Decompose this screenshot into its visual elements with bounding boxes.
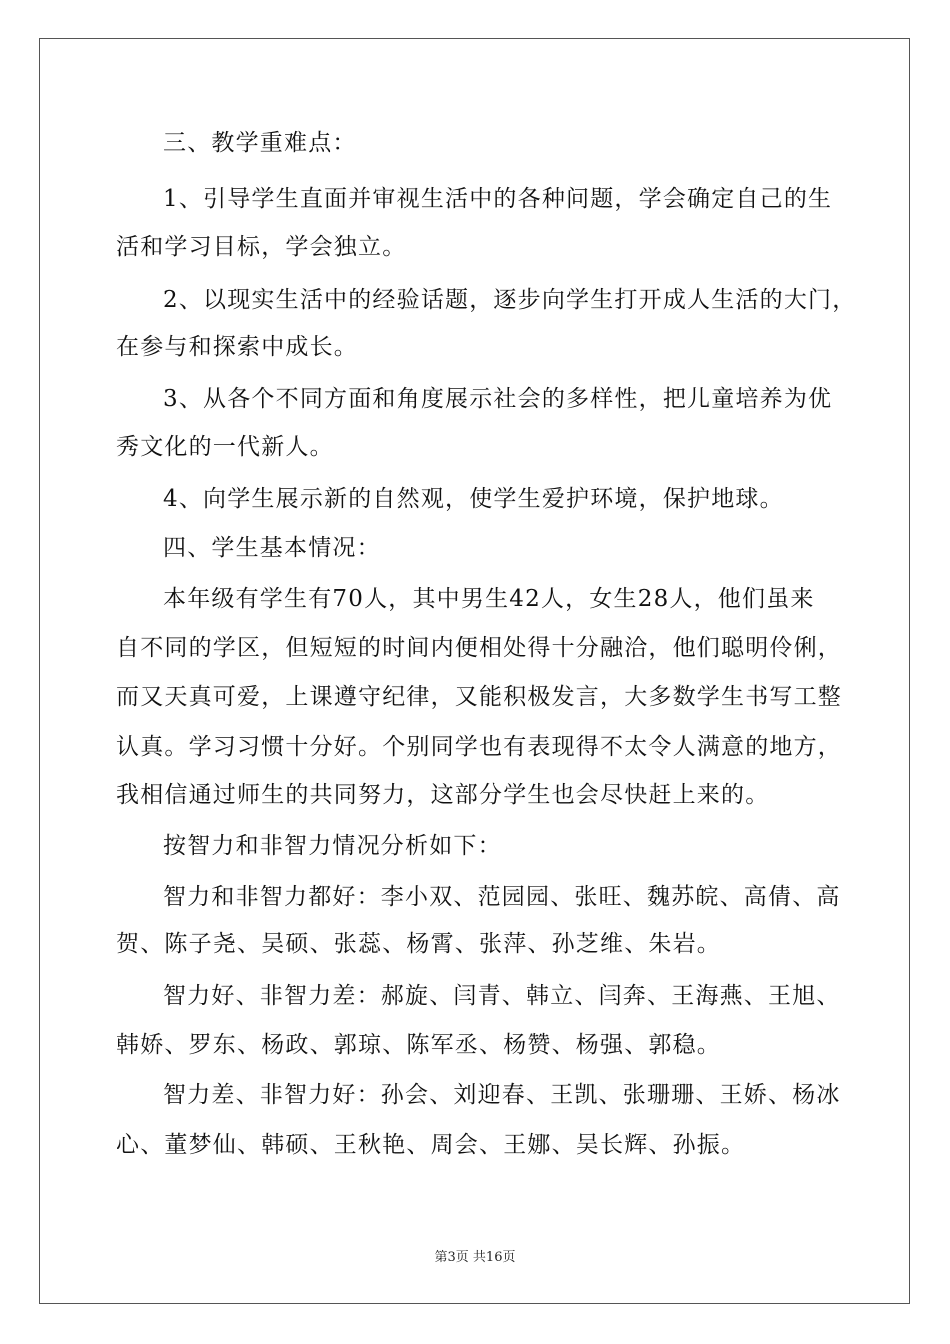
paragraph-line: 而又天真可爱，上课遵守纪律，又能积极发言，大多数学生书写工整 xyxy=(116,684,842,710)
paragraph-line: 韩娇、罗东、杨政、郭琼、陈军丞、杨赞、杨强、郭稳。 xyxy=(116,1032,721,1058)
paragraph-line: 认真。学习习惯十分好。个别同学也有表现得不太令人满意的地方， xyxy=(116,734,842,760)
paragraph-line: 智力和非智力都好：李小双、范园园、张旺、魏苏皖、高倩、高 xyxy=(163,884,841,910)
paragraph-line: 本年级有学生有70人，其中男生42人，女生28人，他们虽来 xyxy=(163,586,815,612)
paragraph-line: 我相信通过师生的共同努力，这部分学生也会尽快赶上来的。 xyxy=(116,782,770,808)
paragraph-line: 秀文化的一代新人。 xyxy=(116,434,334,460)
paragraph-line: 贺、陈子尧、吴硕、张蕊、杨霄、张萍、孙芝维、朱岩。 xyxy=(116,931,721,957)
paragraph-line: 智力差、非智力好：孙会、刘迎春、王凯、张珊珊、王娇、杨冰 xyxy=(163,1082,841,1108)
paragraph-line: 活和学习目标，学会独立。 xyxy=(116,234,407,260)
paragraph-line: 按智力和非智力情况分析如下： xyxy=(163,833,502,859)
paragraph-line: 4、向学生展示新的自然观，使学生爱护环境，保护地球。 xyxy=(163,486,784,512)
paragraph-line: 心、董梦仙、韩硕、王秋艳、周会、王娜、吴长辉、孙振。 xyxy=(116,1132,746,1158)
section-heading-teaching-difficulties: 三、教学重难点： xyxy=(163,130,357,156)
paragraph-line: 3、从各个不同方面和角度展示社会的多样性，把儿童培养为优 xyxy=(163,386,833,412)
page-number: 第3页 共16页 xyxy=(434,1250,516,1265)
paragraph-line: 在参与和探索中成长。 xyxy=(116,334,358,360)
paragraph-line: 智力好、非智力差：郝旋、闫青、韩立、闫奔、王海燕、王旭、 xyxy=(163,983,841,1009)
paragraph-line: 2、以现实生活中的经验话题，逐步向学生打开成人生活的大门， xyxy=(163,287,857,313)
paragraph-line: 自不同的学区，但短短的时间内便相处得十分融洽，他们聪明伶俐， xyxy=(116,635,842,661)
section-heading-student-situation: 四、学生基本情况： xyxy=(163,535,381,561)
paragraph-line: 1、引导学生直面并审视生活中的各种问题，学会确定自己的生 xyxy=(163,186,833,212)
